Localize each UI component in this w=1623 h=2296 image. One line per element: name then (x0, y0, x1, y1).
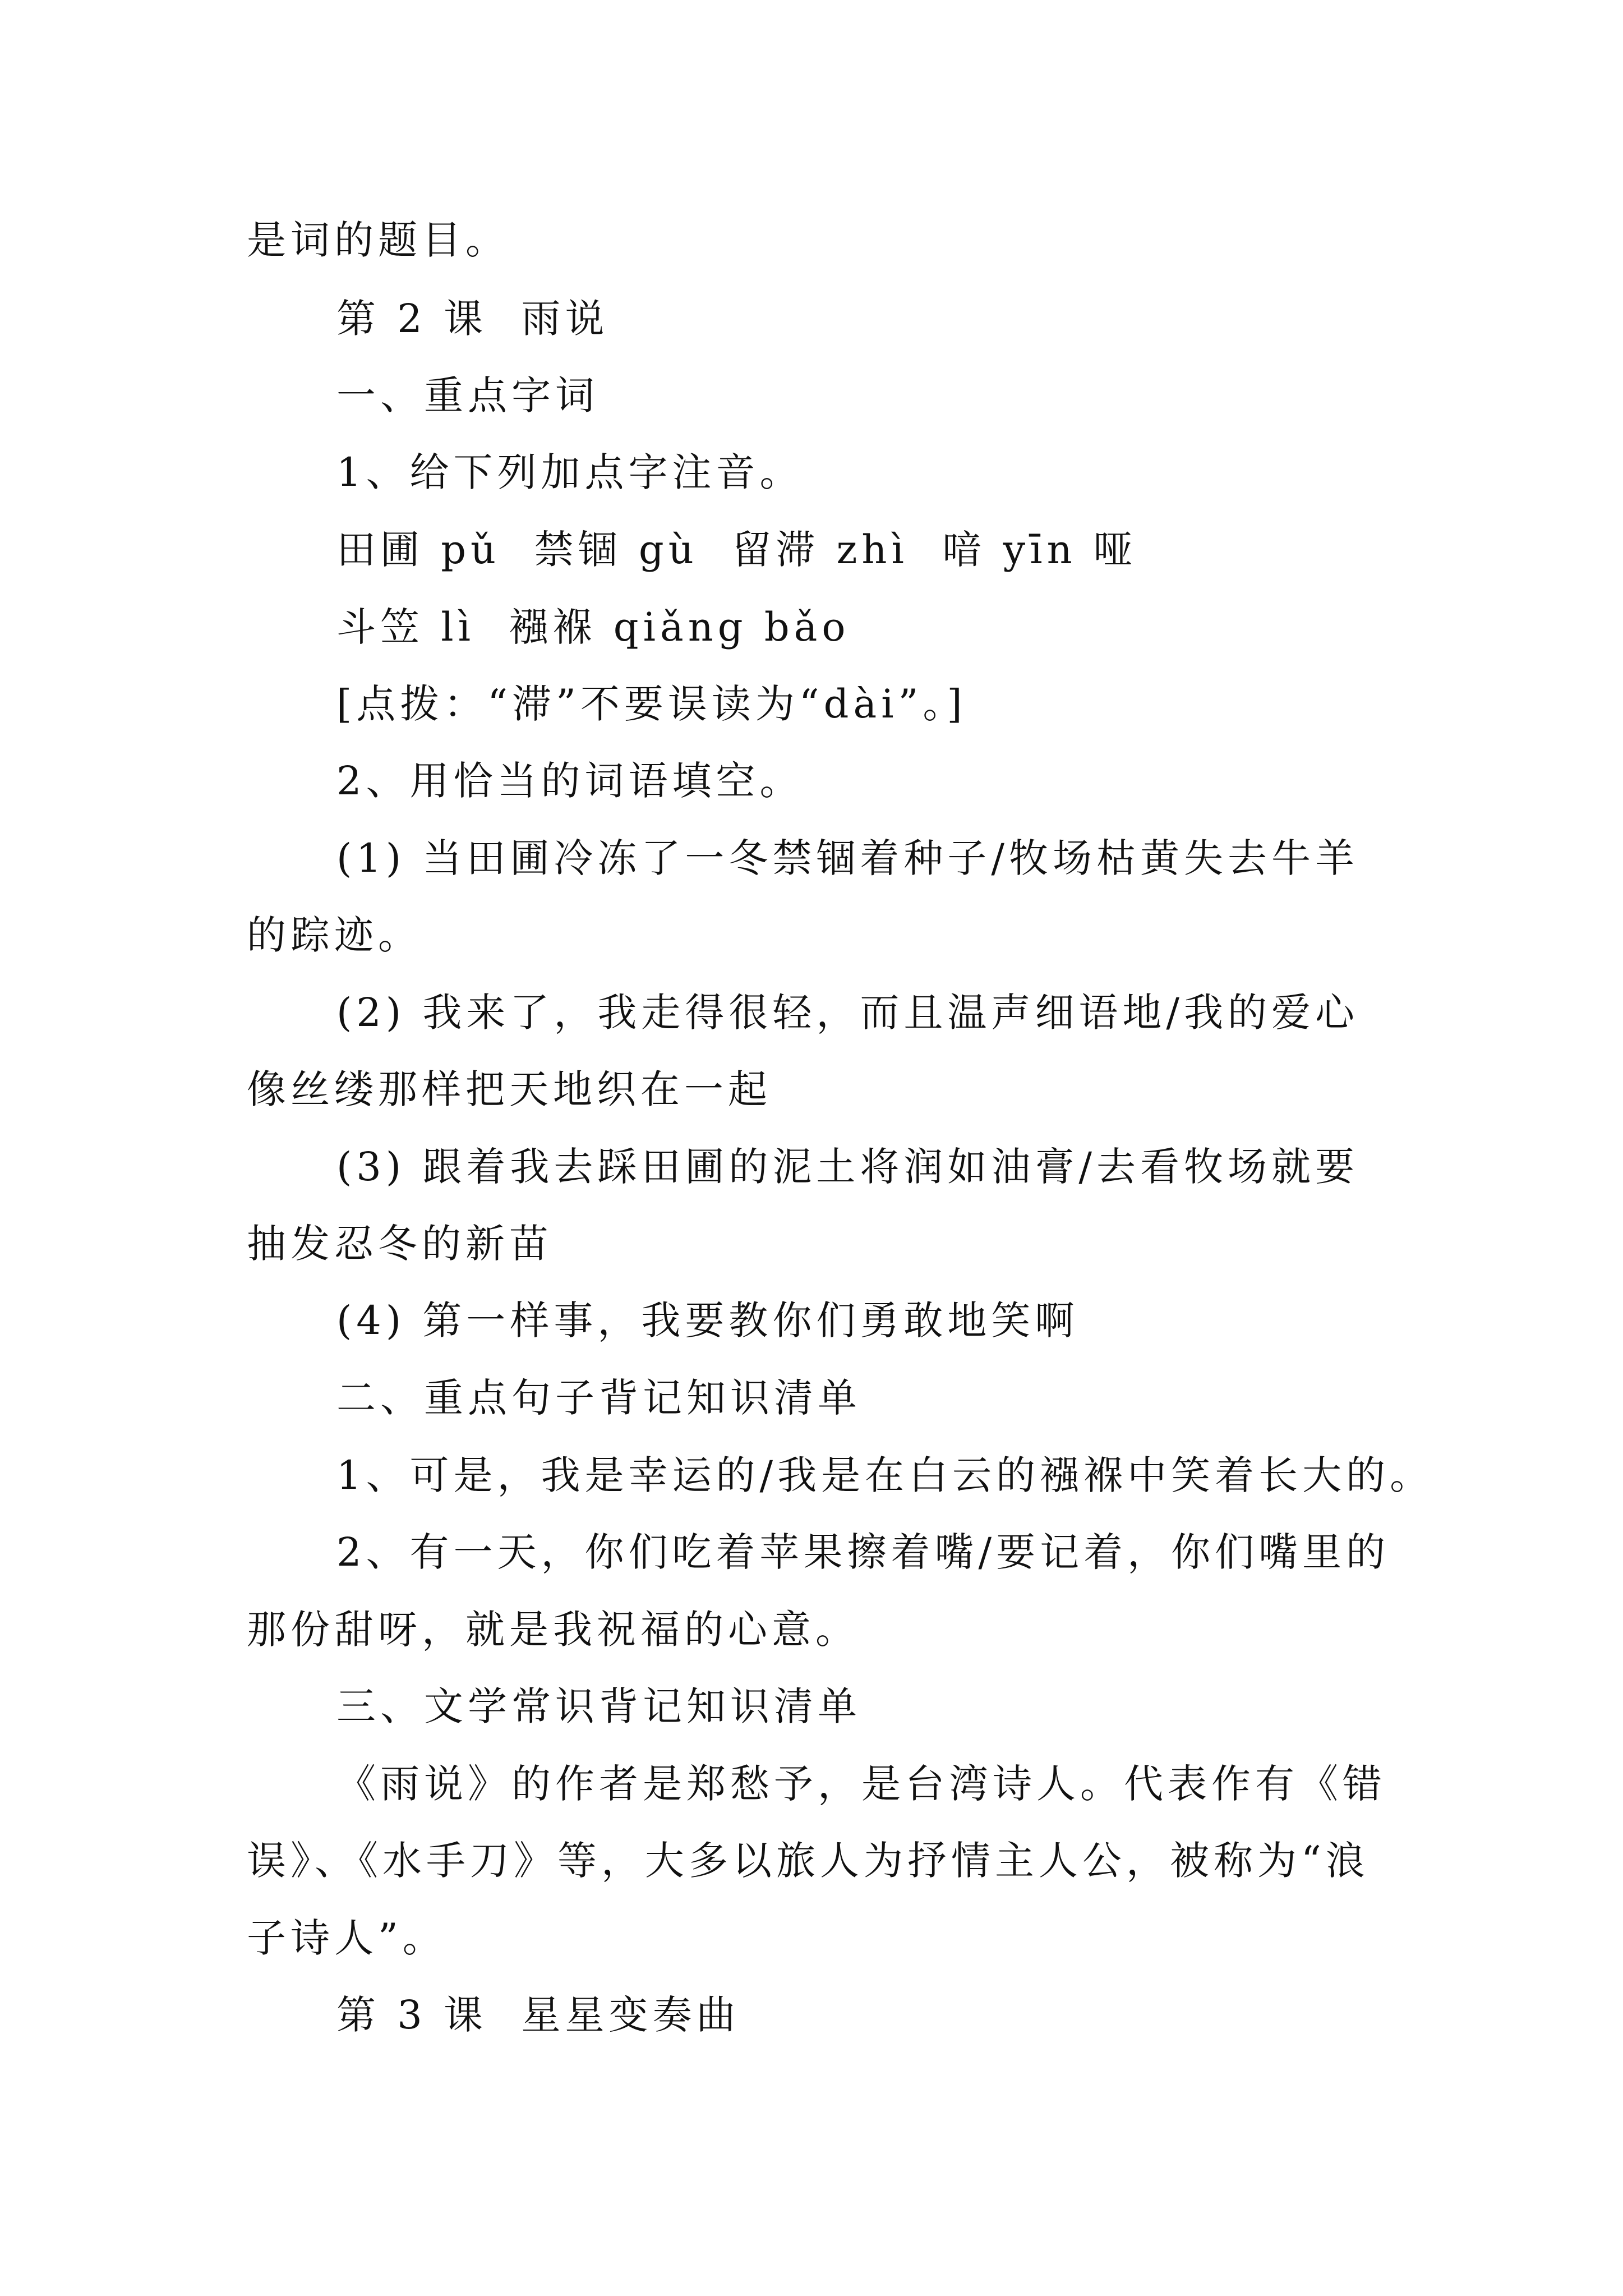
answer-line: 的踪迹。 (247, 912, 422, 958)
answer-line: (1) 当田圃冷冻了一冬禁锢着种子/牧场枯黄失去牛羊 (336, 835, 1359, 881)
paragraph-line: 子诗人”。 (247, 1915, 446, 1961)
sentence-line: 1、可是，我是幸运的/我是在白云的襁褓中笑着长大的。 (336, 1452, 1434, 1498)
exercise-prompt: 2、用恰当的词语填空。 (336, 758, 804, 804)
paragraph-line: 误》、《水手刀》等，大多以旅人为抒情主人公，被称为“浪 (247, 1838, 1370, 1884)
section-heading: 三、文学常识背记知识清单 (336, 1683, 861, 1729)
tip-note: [点拨：“滞”不要误读为“dài”。] (336, 681, 967, 727)
paragraph-line: 《雨说》的作者是郑愁予，是台湾诗人。代表作有《错 (336, 1761, 1386, 1807)
answer-line: (3) 跟着我去踩田圃的泥土将润如油膏/去看牧场就要 (336, 1144, 1359, 1190)
sentence-line: 2、有一天，你们吃着苹果擦着嘴/要记着，你们嘴里的 (336, 1529, 1390, 1575)
answer-line: (2) 我来了，我走得很轻，而且温声细语地/我的爱心 (336, 990, 1359, 1036)
answer-line: (4) 第一样事，我要教你们勇敢地笑啊 (336, 1297, 1079, 1343)
pinyin-line: 田圃 pǔ 禁锢 gù 留滞 zhì 喑 yīn 哑 (336, 527, 1137, 573)
pinyin-line: 斗笠 lì 襁褓 qiǎng bǎo (336, 604, 850, 650)
section-heading: 一、重点字词 (336, 372, 599, 418)
exercise-prompt: 1、给下列加点字注音。 (336, 449, 804, 495)
answer-line: 抽发忍冬的新苗 (247, 1221, 553, 1267)
answer-line: 像丝缕那样把天地织在一起 (247, 1066, 772, 1112)
lesson-heading: 第 2 课 雨说 (336, 296, 609, 342)
text-line: 是词的题目。 (247, 217, 509, 263)
lesson-heading: 第 3 课 星星变奏曲 (336, 1992, 740, 2038)
section-heading: 二、重点句子背记知识清单 (336, 1375, 861, 1421)
sentence-line: 那份甜呀，就是我祝福的心意。 (247, 1607, 859, 1653)
